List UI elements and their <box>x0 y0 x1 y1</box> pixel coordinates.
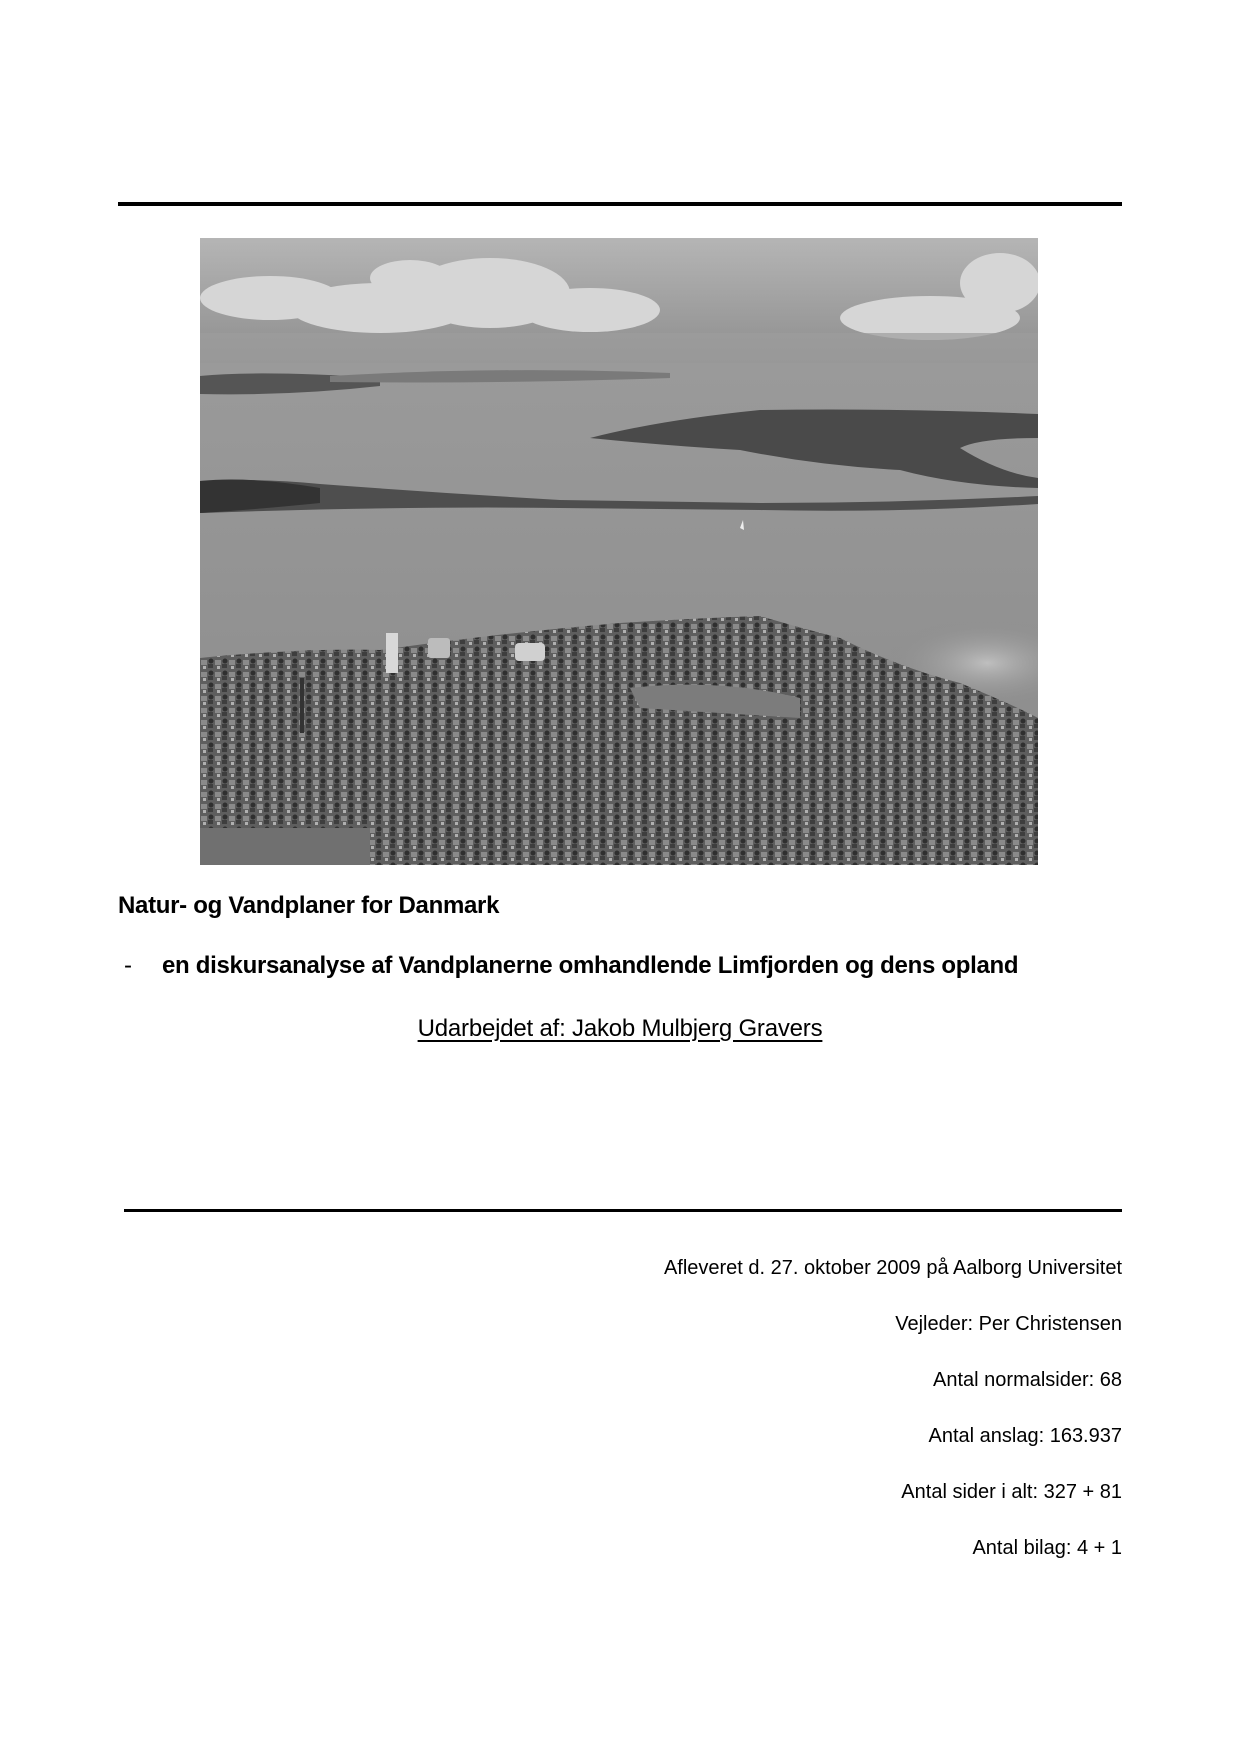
total-pages-count: Antal sider i alt: 327 + 81 <box>901 1481 1122 1503</box>
subtitle-dash: - <box>124 952 132 979</box>
document-title: Natur- og Vandplaner for Danmark <box>118 892 500 919</box>
aerial-photo-icon <box>200 238 1038 865</box>
author-text: Udarbejdet af: Jakob Mulbjerg Gravers <box>417 1015 823 1042</box>
document-subtitle <box>124 952 1018 980</box>
submission-date: Afleveret d. 27. oktober 2009 på Aalborg Universitet <box>663 1257 1122 1279</box>
subtitle-text: en diskursanalyse af Vandplanerne omhandlende Limfjorden og dens opland <box>162 952 1019 979</box>
character-count: Antal anslag: 163.937 <box>928 1425 1122 1447</box>
appendix-count: Antal bilag: 4 + 1 <box>972 1537 1122 1559</box>
supervisor: Vejleder: Per Christensen <box>895 1313 1122 1335</box>
author-line <box>0 1015 1240 1043</box>
cover-photo <box>200 238 1038 865</box>
bottom-divider <box>124 1209 1122 1212</box>
top-divider <box>118 202 1122 206</box>
submission-details <box>664 1240 1122 1576</box>
standard-pages-count: Antal normalsider: 68 <box>933 1369 1122 1391</box>
